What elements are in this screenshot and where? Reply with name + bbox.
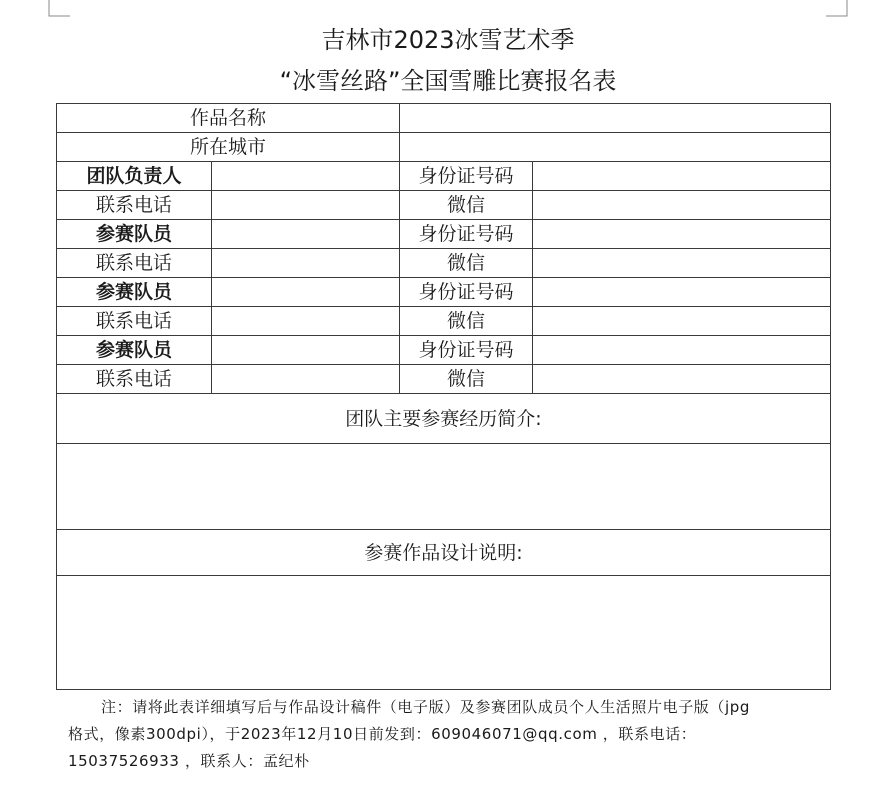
registration-table (56, 103, 831, 690)
work-name-label: 作品名称 (57, 104, 400, 133)
design-field[interactable] (57, 576, 831, 690)
phone-label: 联系电话 (57, 307, 212, 336)
id-label: 身份证号码 (400, 162, 533, 191)
note-line-2: 格式，像素300dpi），于2023年12月10日前发到：609046071@qq.com ，联系电话： (68, 725, 697, 743)
name-field[interactable] (212, 162, 400, 191)
name-field[interactable] (212, 278, 400, 307)
member-contact-row (57, 365, 831, 394)
role-label: 参赛队员 (57, 278, 212, 307)
name-field[interactable] (212, 336, 400, 365)
member-row (57, 220, 831, 249)
phone-label: 联系电话 (57, 365, 212, 394)
design-header-row (57, 530, 831, 576)
id-label: 身份证号码 (400, 336, 533, 365)
leader-row (57, 162, 831, 191)
work-name-field[interactable] (400, 104, 831, 133)
name-field[interactable] (212, 220, 400, 249)
phone-field[interactable] (212, 249, 400, 278)
id-field[interactable] (533, 278, 831, 307)
role-label: 参赛队员 (57, 220, 212, 249)
phone-label: 联系电话 (57, 249, 212, 278)
note-text-1: 注：请将此表详细填写后与作品设计稿件（电子版）及参赛团队成员个人生活照片电子版（jpg (101, 698, 751, 716)
phone-label: 联系电话 (57, 191, 212, 220)
id-field[interactable] (533, 336, 831, 365)
wechat-label: 微信 (400, 249, 533, 278)
design-label: 参赛作品设计说明: (57, 530, 831, 576)
document-title: 吉林市2023冰雪艺术季 (321, 26, 575, 54)
role-label: 参赛队员 (57, 336, 212, 365)
member-row (57, 278, 831, 307)
experience-field[interactable] (57, 444, 831, 530)
role-label: 团队负责人 (57, 162, 212, 191)
experience-content-row (57, 444, 831, 530)
note-block (68, 694, 818, 775)
wechat-label: 微信 (400, 307, 533, 336)
phone-field[interactable] (212, 365, 400, 394)
wechat-label: 微信 (400, 191, 533, 220)
note-line-1 (68, 694, 818, 721)
note-line-3: 15037526933 ，联系人：孟纪朴 (68, 752, 310, 770)
member-contact-row (57, 307, 831, 336)
city-label: 所在城市 (57, 133, 400, 162)
wechat-field[interactable] (533, 307, 831, 336)
wechat-field[interactable] (533, 249, 831, 278)
city-field[interactable] (400, 133, 831, 162)
wechat-field[interactable] (533, 191, 831, 220)
document-subtitle: “冰雪丝路”全国雪雕比赛报名表 (279, 67, 617, 95)
id-label: 身份证号码 (400, 220, 533, 249)
corner-mark-left (48, 0, 70, 20)
wechat-field[interactable] (533, 365, 831, 394)
member-row (57, 336, 831, 365)
id-field[interactable] (533, 162, 831, 191)
id-label: 身份证号码 (400, 278, 533, 307)
city-row (57, 133, 831, 162)
id-field[interactable] (533, 220, 831, 249)
design-content-row (57, 576, 831, 690)
wechat-label: 微信 (400, 365, 533, 394)
work-name-row (57, 104, 831, 133)
phone-field[interactable] (212, 307, 400, 336)
leader-contact-row (57, 191, 831, 220)
experience-header-row (57, 394, 831, 444)
experience-label: 团队主要参赛经历简介: (57, 394, 831, 444)
corner-mark-right (826, 0, 848, 20)
phone-field[interactable] (212, 191, 400, 220)
member-contact-row (57, 249, 831, 278)
